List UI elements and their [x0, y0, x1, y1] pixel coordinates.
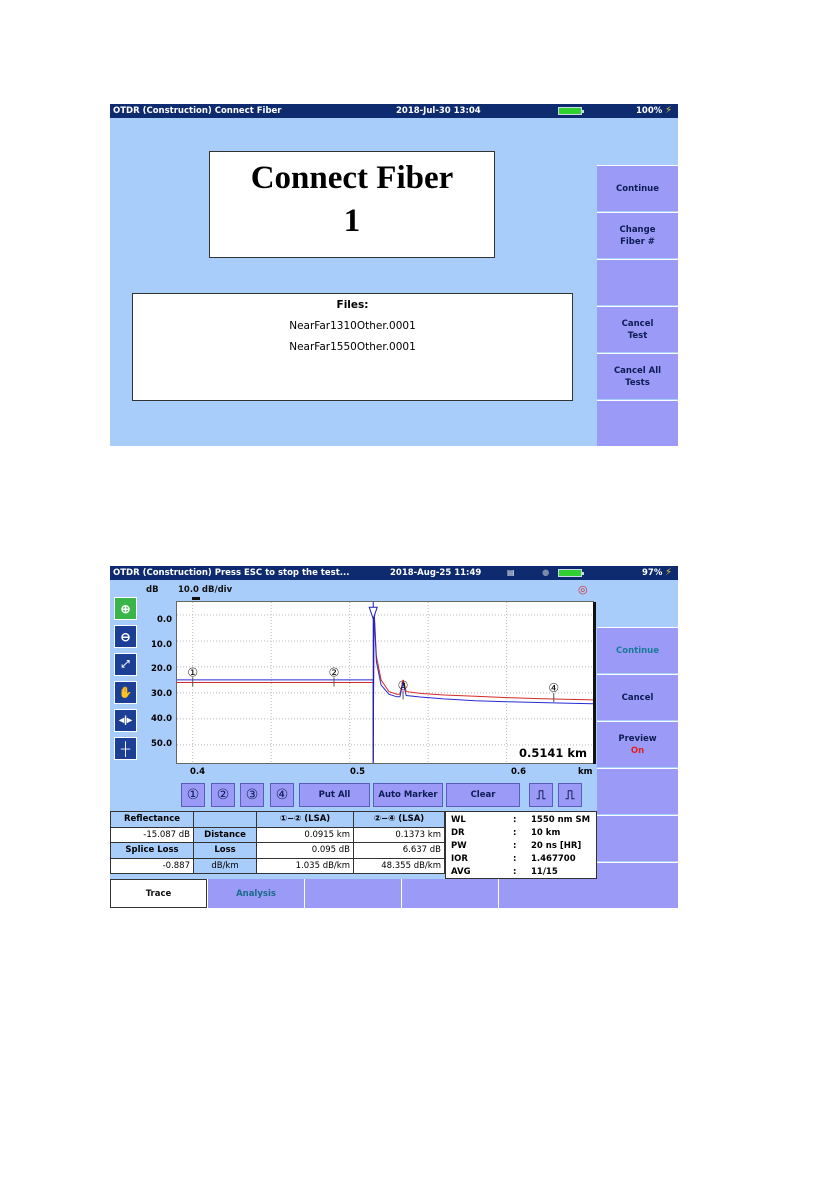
distance-readout: 0.5141 km — [518, 746, 587, 760]
title-bar — [110, 566, 678, 580]
tab-empty[interactable] — [498, 879, 597, 908]
title-bar — [110, 104, 678, 118]
y-tick: 0.0 — [156, 615, 172, 625]
date-time: 2018-Jul-30 13:04 — [396, 106, 481, 116]
continue-button[interactable]: Continue — [597, 165, 678, 211]
x-tick: 0.4 — [190, 767, 206, 777]
cancel-all-tests-button[interactable]: Cancel All Tests — [597, 353, 678, 399]
change-fiber-button[interactable]: Change Fiber # — [597, 212, 678, 258]
continue-button[interactable]: Continue — [597, 627, 678, 673]
date-time: 2018-Aug-25 11:49 — [390, 568, 482, 578]
clear-button[interactable]: Clear — [446, 783, 520, 807]
table-cell: 0.0915 km — [257, 827, 354, 843]
horizontal-shift-icon[interactable]: ◂|▸ — [114, 709, 137, 732]
setting-key: IOR — [451, 854, 468, 864]
put-all-button[interactable]: Put All — [299, 783, 370, 807]
network-icon: ▤ — [507, 568, 515, 577]
scale-label: 10.0 dB/div — [178, 585, 233, 595]
splice-loss-label: Splice Loss — [111, 843, 194, 859]
setting-value: 10 km — [531, 828, 561, 838]
cancel-test-button[interactable]: Cancel Test — [597, 306, 678, 352]
battery-icon — [558, 107, 582, 115]
table-cell: 1.035 dB/km — [257, 858, 354, 874]
column-1-2-header: ①−② (LSA) — [257, 812, 354, 828]
window-title: OTDR (Construction) Connect Fiber — [113, 106, 282, 116]
y-tick: 30.0 — [151, 689, 172, 699]
x-tick: 0.6 — [511, 767, 527, 777]
file-item: NearFar1550Other.0001 — [289, 341, 416, 353]
row-label: Loss — [194, 843, 257, 859]
table-cell: 0.1373 km — [354, 827, 445, 843]
window-title: OTDR (Construction) Press ESC to stop the test... — [113, 568, 350, 578]
x-tick: 0.5 — [350, 767, 366, 777]
battery-percent: 100% — [636, 106, 663, 116]
softkey-empty[interactable] — [597, 400, 678, 446]
cursor-triangle — [369, 607, 377, 619]
scroll-indicator — [192, 597, 200, 600]
x-unit-label: km — [578, 767, 593, 777]
row-label: Distance — [194, 827, 257, 843]
zoom-in-icon[interactable]: ⊕ — [114, 597, 137, 620]
test-settings-panel: WL : 1550 nm SM DR : 10 km PW : 20 ns [HR] IOR : 1.467700 AVG : 11/15 — [445, 811, 597, 879]
y-tick: 40.0 — [151, 714, 172, 724]
marker-1-button[interactable]: ① — [181, 783, 205, 807]
vertical-shift-icon[interactable]: ┼ — [114, 737, 137, 760]
status-dot-icon: ● — [542, 568, 550, 578]
zoom-out-icon[interactable]: ⊖ — [114, 625, 137, 648]
connect-fiber-screen — [110, 104, 678, 446]
battery-icon — [558, 569, 582, 577]
connect-fiber-prompt — [209, 151, 495, 258]
bottom-tab-bar — [110, 879, 597, 908]
reflectance-label: Reflectance — [111, 812, 194, 828]
hand-icon[interactable]: ✋ — [114, 681, 137, 704]
table-cell: 48.355 dB/km — [354, 858, 445, 874]
tab-trace[interactable]: Trace — [110, 879, 207, 908]
softkey-blank — [597, 118, 678, 165]
otdr-trace-screen — [110, 566, 678, 908]
preview-button[interactable] — [597, 721, 678, 767]
y-tick: 50.0 — [151, 739, 172, 749]
splice-loss-value: -0.887 — [111, 858, 194, 874]
preview-state: On — [630, 745, 645, 756]
table-cell: 6.637 dB — [354, 843, 445, 859]
marker-label: ① — [187, 665, 199, 680]
marker-label: ② — [328, 665, 340, 680]
setting-key: PW — [451, 841, 467, 851]
plug-icon: ⚡ — [665, 105, 673, 116]
fiber-number: 1 — [343, 203, 361, 239]
trace-chart — [177, 602, 593, 763]
setting-key: DR — [451, 828, 465, 838]
softkey-empty[interactable] — [597, 862, 678, 908]
softkey-empty[interactable] — [597, 259, 678, 305]
cancel-button[interactable]: Cancel — [597, 674, 678, 720]
file-item: NearFar1310Other.0001 — [289, 320, 416, 332]
reflectance-value: -15.087 dB — [111, 827, 194, 843]
table-corner — [194, 812, 257, 828]
setting-key: WL — [451, 815, 466, 825]
softkey-empty[interactable] — [597, 815, 678, 861]
trace-plot[interactable] — [176, 601, 594, 764]
marker-label: ④ — [548, 681, 560, 696]
y-unit-label: dB — [146, 585, 159, 595]
files-panel — [132, 293, 573, 401]
auto-marker-button[interactable]: Auto Marker — [373, 783, 443, 807]
row-label: dB/km — [194, 858, 257, 874]
trace-line-trace-red — [177, 607, 593, 760]
y-tick: 10.0 — [151, 640, 172, 650]
setting-value: 20 ns [HR] — [531, 841, 582, 851]
files-label: Files: — [336, 299, 369, 311]
setting-value: 1.467700 — [531, 854, 576, 864]
measurement-table — [110, 811, 445, 874]
setting-key: AVG — [451, 867, 471, 877]
y-tick: 20.0 — [151, 664, 172, 674]
vertical-scrollbar[interactable] — [593, 602, 596, 764]
column-2-4-header: ②−④ (LSA) — [354, 812, 445, 828]
marker-label: ③ — [397, 678, 409, 693]
peak-right-icon[interactable]: ⎍ — [558, 783, 582, 807]
battery-percent: 97% — [642, 568, 663, 578]
marker-4-button[interactable]: ④ — [270, 783, 294, 807]
fit-icon[interactable]: ⤢ — [114, 653, 137, 676]
peak-left-icon[interactable]: ⎍ — [529, 783, 553, 807]
tab-empty[interactable] — [401, 879, 498, 908]
table-cell: 0.095 dB — [257, 843, 354, 859]
marker-2-button[interactable]: ② — [211, 783, 235, 807]
plug-icon: ⚡ — [665, 567, 673, 578]
prompt-heading: Connect Fiber — [250, 160, 454, 196]
timer-icon: ◎ — [578, 584, 588, 596]
tab-analysis[interactable]: Analysis — [207, 879, 304, 908]
softkey-blank — [597, 580, 678, 627]
setting-value: 11/15 — [531, 867, 558, 877]
setting-value: 1550 nm SM — [531, 815, 591, 825]
tab-empty[interactable] — [304, 879, 401, 908]
marker-3-button[interactable]: ③ — [240, 783, 264, 807]
preview-label: Preview — [618, 733, 657, 744]
softkey-empty[interactable] — [597, 768, 678, 814]
